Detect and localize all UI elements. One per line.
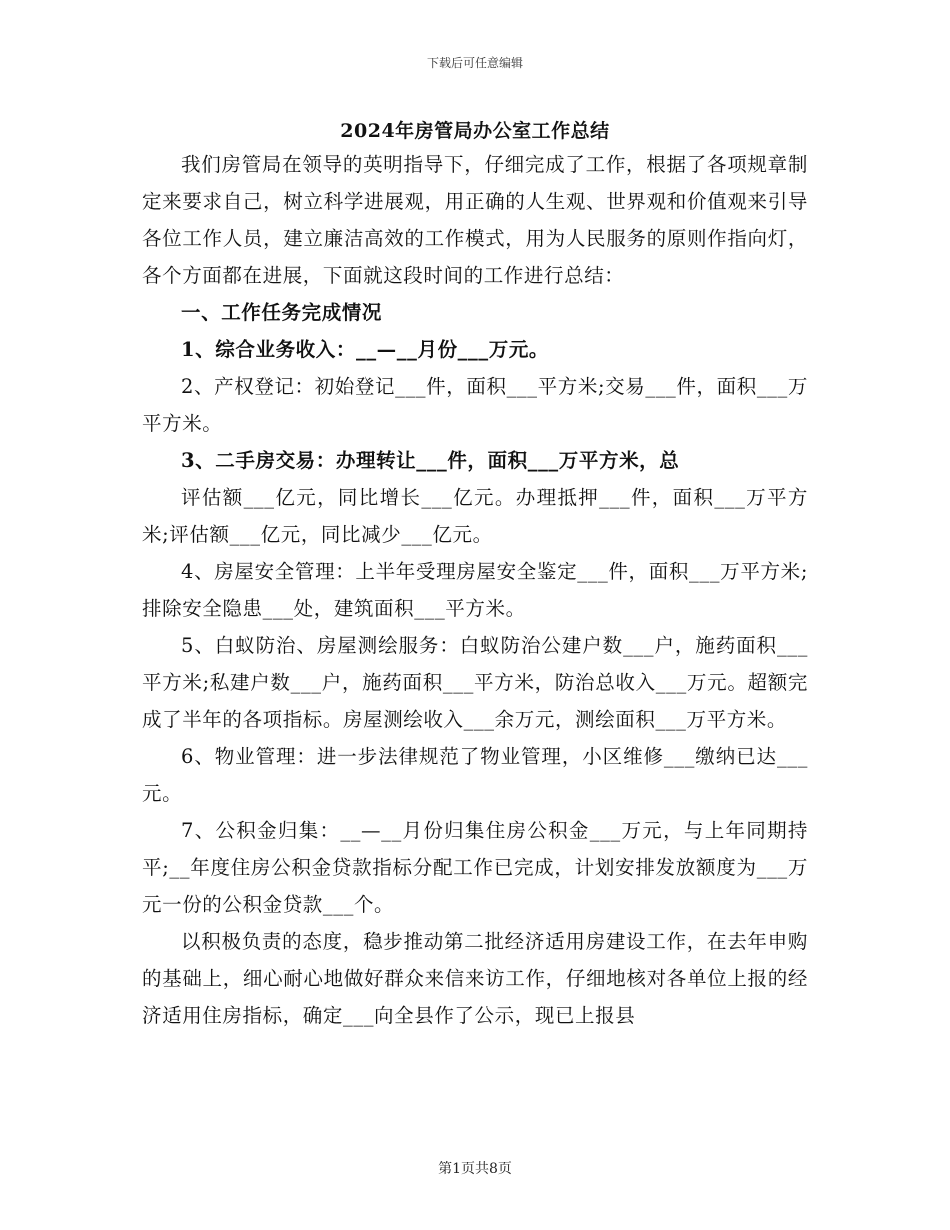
page-title: 2024年房管局办公室工作总结 bbox=[340, 120, 610, 142]
item-3-continued-paragraph: 评估额___亿元，同比增长___亿元。办理抵押___件，面积___万平方米;评估额___亿元，同比减少___亿元。 bbox=[142, 486, 808, 546]
closing-paragraph: 以积极负责的态度，稳步推动第二批经济适用房建设工作，在去年申购的基础上，细心耐心地做好群众来信来访工作，仔细地核对各单位上报的经济适用住房指标，确定___向全县作了公示，现已上报县 bbox=[142, 930, 808, 1027]
item-5-paragraph: 5、白蚁防治、房屋测绘服务：白蚁防治公建户数___户，施药面积___平方米;私建户数___户，施药面积___平方米，防治总收入___万元。超额完成了半年的各项指标。房屋测绘收入___余万元，测绘面积___万平方米。 bbox=[142, 634, 808, 731]
section-heading: 一、工作任务完成情况 bbox=[181, 301, 383, 324]
item-2-paragraph: 2、产权登记：初始登记___件，面积___平方米;交易___件，面积___万平方米。 bbox=[142, 375, 808, 435]
page-number: 第1页共8页 bbox=[438, 1161, 512, 1177]
document-body bbox=[142, 146, 808, 1034]
header-note: 下载后可任意编辑 bbox=[426, 56, 523, 70]
intro-paragraph: 我们房管局在领导的英明指导下，仔细完成了工作，根据了各项规章制定来要求自己，树立科学进展观，用正确的人生观、世界观和价值观来引导各位工作人员，建立廉洁高效的工作模式，用为人民服务的原则作指向灯，各个方面都在进展，下面就这段时间的工作进行总结： bbox=[142, 153, 808, 287]
item-1-paragraph: 1、综合业务收入：__—__月份___万元。 bbox=[181, 338, 550, 361]
item-4-paragraph: 4、房屋安全管理：上半年受理房屋安全鉴定___件，面积___万平方米;排除安全隐患___处，建筑面积___平方米。 bbox=[142, 560, 808, 620]
item-3-paragraph: 3、二手房交易：办理转让___件，面积___万平方米，总 bbox=[181, 449, 680, 472]
item-7-paragraph: 7、公积金归集：__—__月份归集住房公积金___万元，与上年同期持平;__年度住房公积金贷款指标分配工作已完成，计划安排发放额度为___万元一份的公积金贷款___个。 bbox=[142, 819, 808, 916]
item-6-paragraph: 6、物业管理：进一步法律规范了物业管理，小区维修___缴纳已达___元。 bbox=[142, 745, 808, 805]
